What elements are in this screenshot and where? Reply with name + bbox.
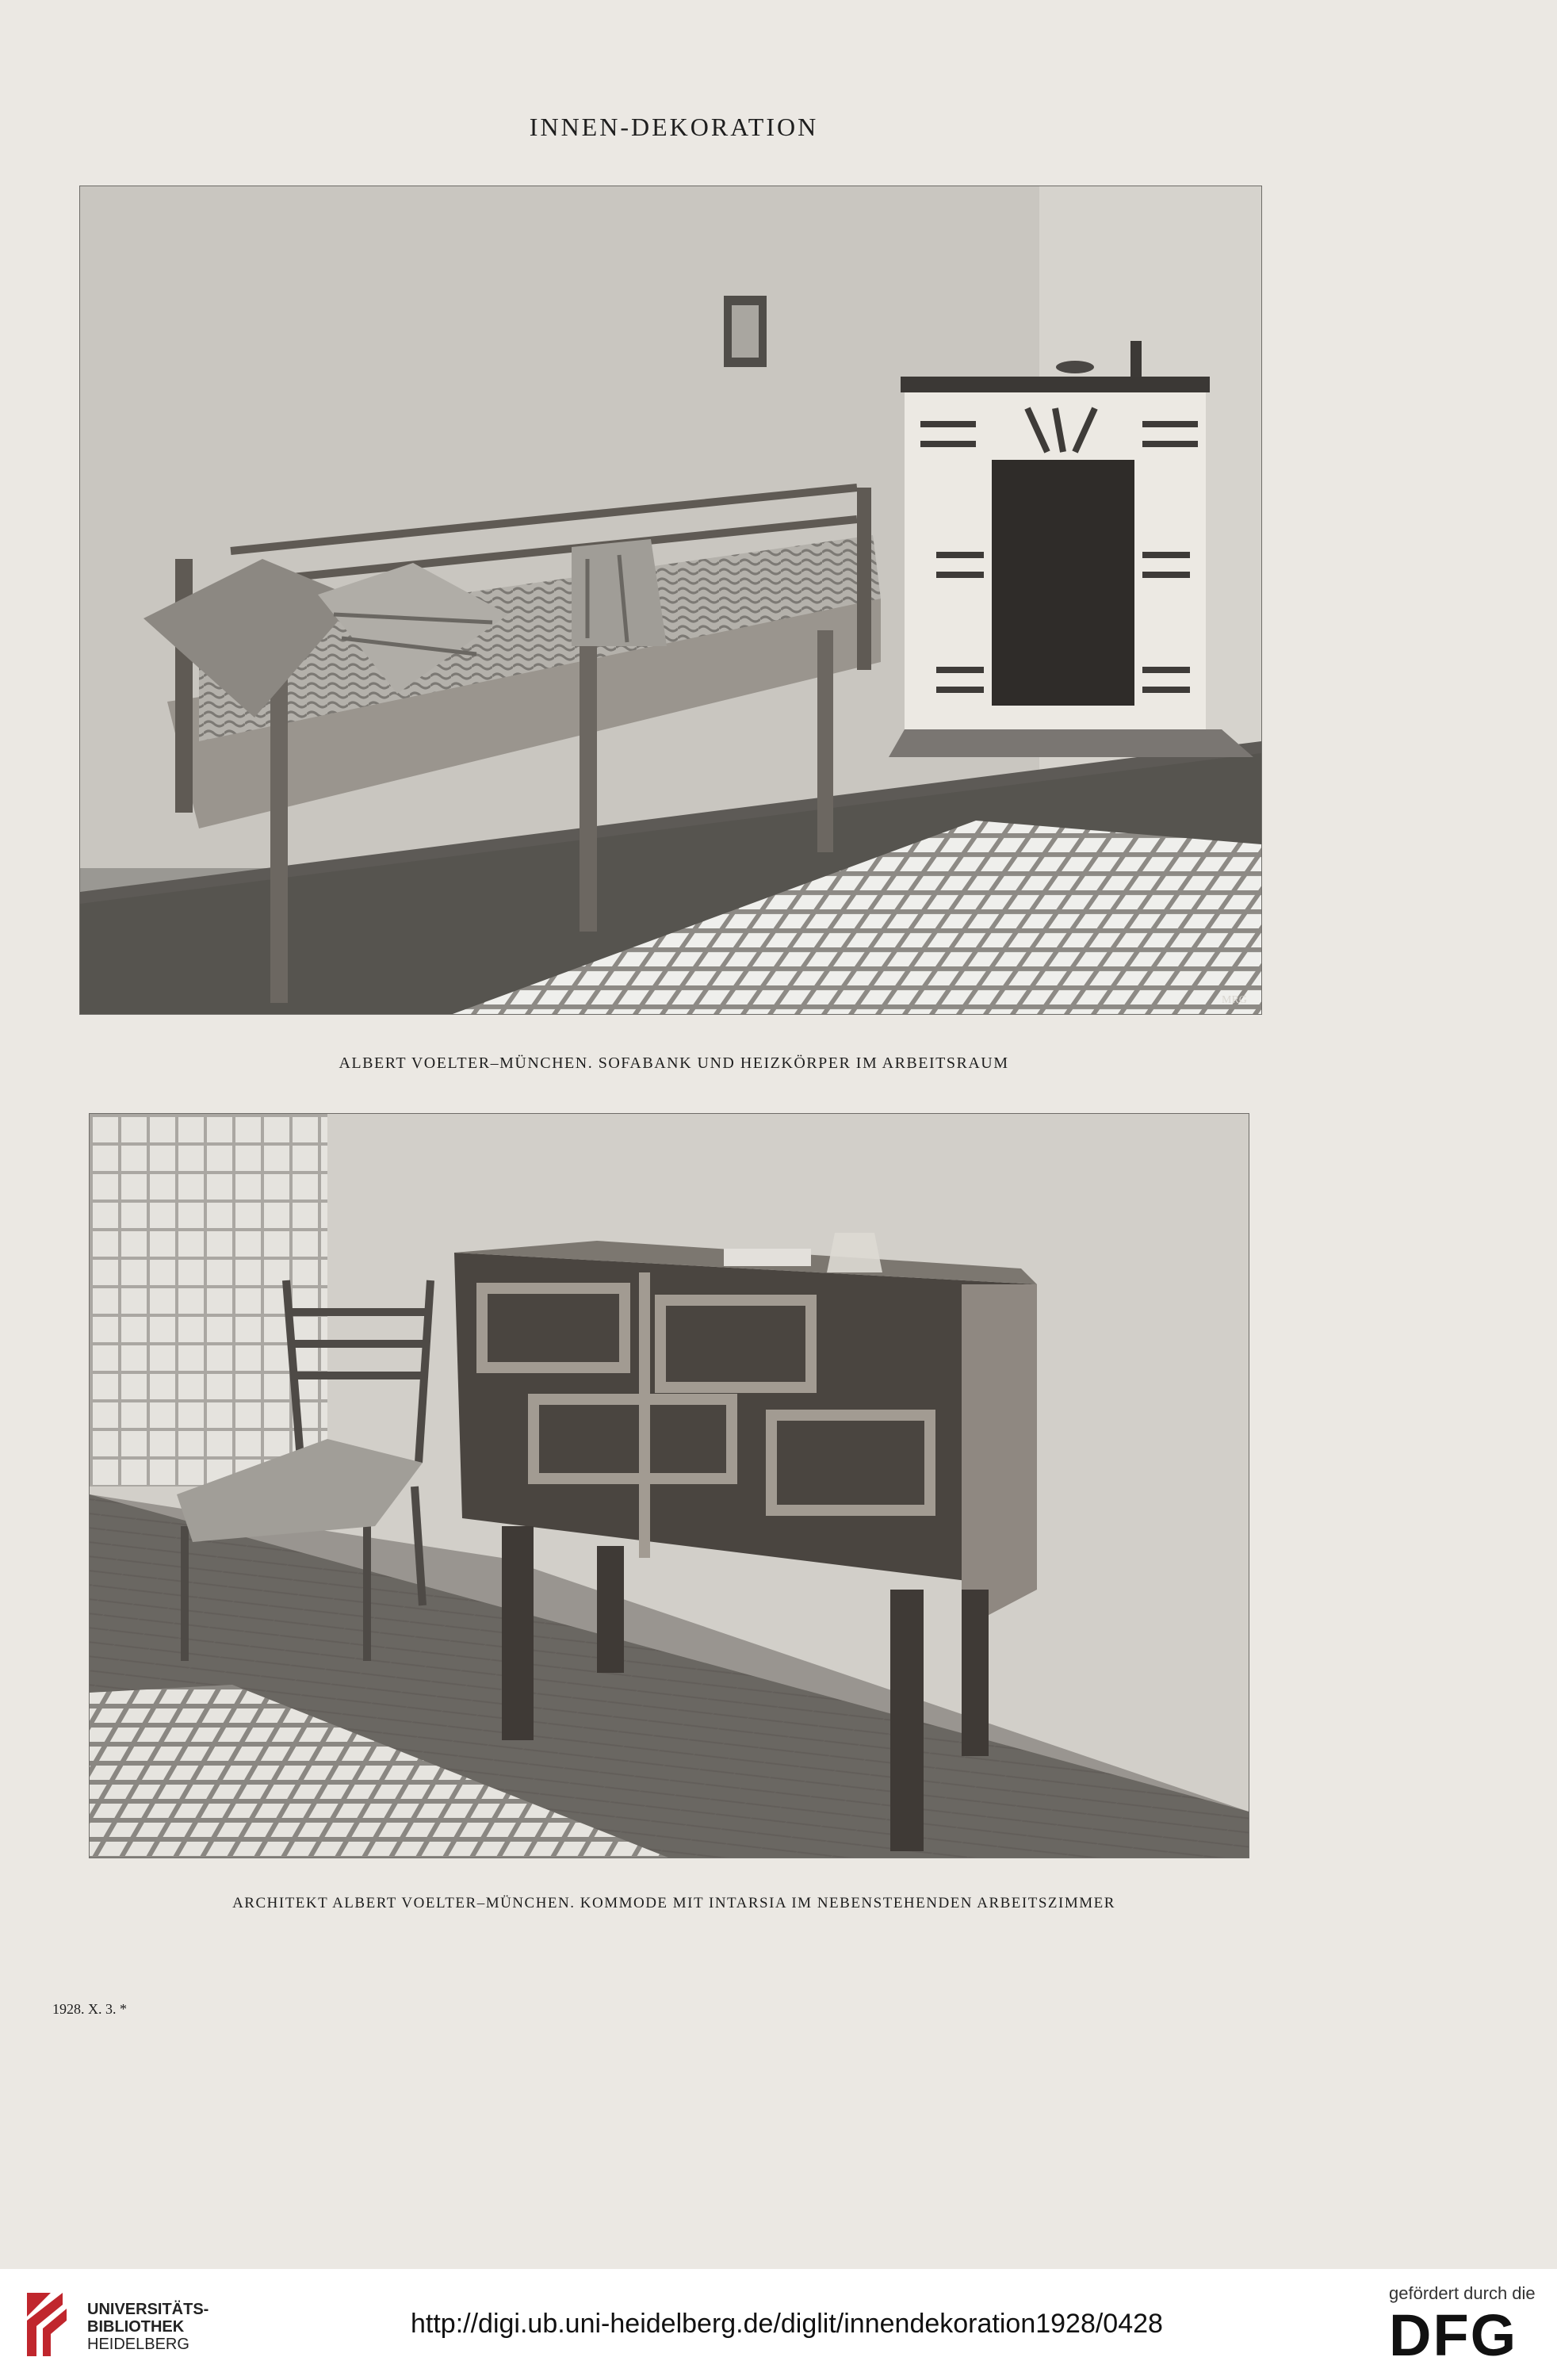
dfg-logo: DFG [1389,2302,1518,2368]
page-title: INNEN-DEKORATION [529,113,819,141]
photo-cabinet-and-chair [89,1113,1249,1858]
library-line-3: HEIDELBERG [87,2336,189,2353]
library-line-2: BIBLIOTHEK [87,2318,185,2336]
permalink-url[interactable]: http://digi.ub.uni-heidelberg.de/diglit/innendekoration1928/0428 [411,2309,1163,2339]
university-library-logo-icon [19,2285,75,2364]
signature-mark: 1928. X. 3. * [52,2001,127,2017]
svg-text:MRG: MRG [1222,994,1247,1006]
funding-note: gefördert durch die [1389,2283,1536,2303]
caption-plate-1: ALBERT VOELTER–MÜNCHEN. SOFABANK UND HEIZKÖRPER IM ARBEITSRAUM [339,1054,1009,1072]
caption-plate-2: ARCHITEKT ALBERT VOELTER–MÜNCHEN. KOMMODE MIT INTARSIA IM NEBENSTEHENDEN ARBEITSZIMMER [232,1895,1115,1911]
photo-sofa-and-radiator [79,186,1262,1015]
footer-bar [0,2269,1557,2380]
library-line-1: UNIVERSITÄTS- [87,2301,209,2318]
funding-block [1389,2283,1547,2367]
library-name [87,2301,208,2353]
